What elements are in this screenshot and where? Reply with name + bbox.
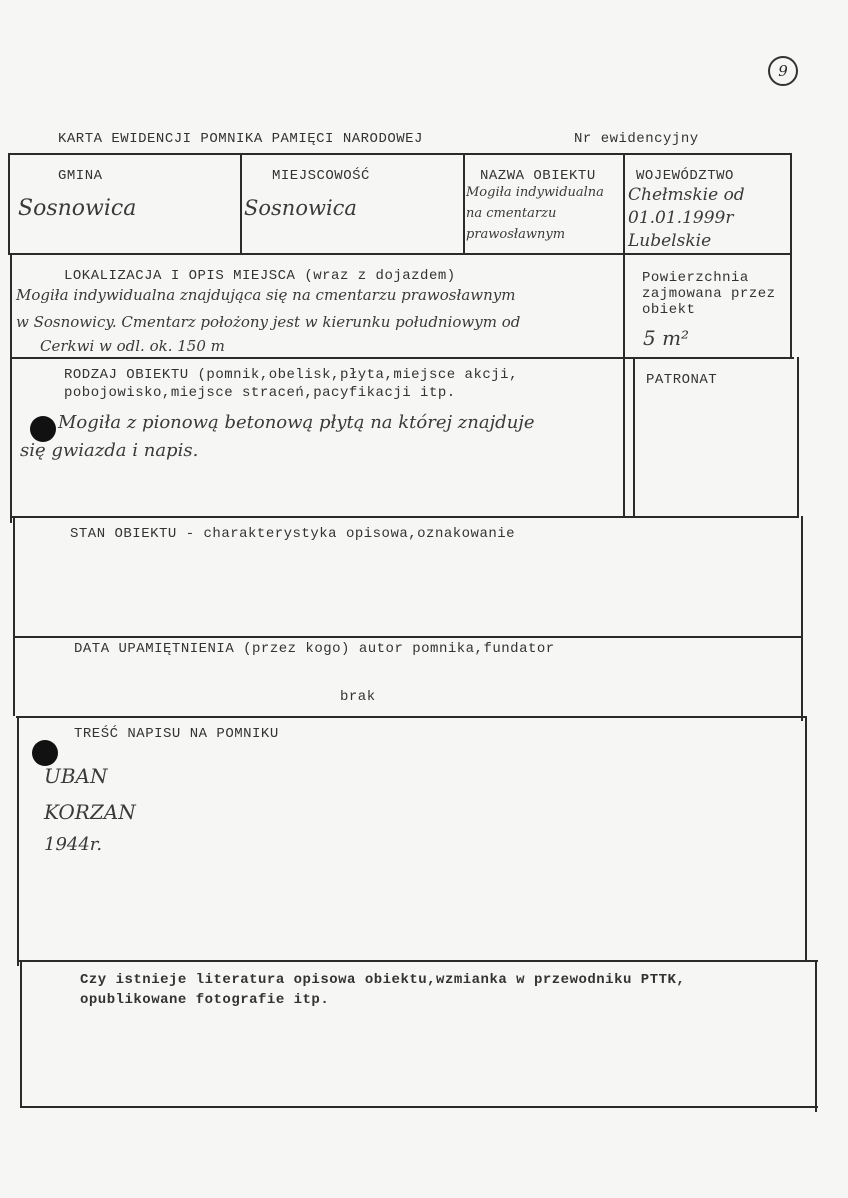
gmina-value: Sosnowica <box>18 196 137 221</box>
rule <box>20 960 22 1106</box>
rule <box>17 716 19 966</box>
literatura-label-1: Czy istnieje literatura opisowa obiektu,wzmianka w przewodniku PTTK, <box>80 972 686 988</box>
wojewodztwo-label: WOJEWÓDZTWO <box>636 168 734 184</box>
rodzaj-line-2: się gwiazda i napis. <box>20 440 199 461</box>
tresc-line-1: UBAN <box>44 764 108 788</box>
wojewodztwo-line-1: Chełmskie od <box>628 185 745 205</box>
miejscowosc-value: Sosnowica <box>244 196 357 220</box>
rule <box>463 153 465 253</box>
rule <box>13 636 803 638</box>
rodzaj-label-1: RODZAJ OBIEKTU (pomnik,obelisk,płyta,miejsce akcji, <box>64 367 518 383</box>
powierzchnia-value: 5 m² <box>643 326 690 350</box>
page-number: 9 <box>768 56 798 86</box>
data-upamietnienia-label: DATA UPAMIĘTNIENIA (przez kogo) autor pomnika,fundator <box>74 641 555 657</box>
rule <box>18 960 818 962</box>
literatura-label-2: opublikowane fotografie itp. <box>80 992 330 1008</box>
rule <box>13 516 15 716</box>
rule <box>8 153 792 155</box>
lokalizacja-line-1: Mogiła indywidualna znajdująca się na cmentarzu prawosławnym <box>16 286 516 304</box>
nazwa-line-1: Mogiła indywidualna <box>466 185 604 200</box>
rule <box>240 153 242 253</box>
registry-number-label: Nr ewidencyjny <box>574 131 699 147</box>
rule <box>10 357 794 359</box>
rule <box>815 960 817 1112</box>
gmina-label: GMINA <box>58 168 103 184</box>
tresc-label: TREŚĆ NAPISU NA POMNIKU <box>74 726 279 742</box>
rule <box>8 253 792 255</box>
rule <box>797 357 799 517</box>
rule <box>633 357 635 517</box>
nazwa-line-3: prawosławnym <box>466 227 566 242</box>
lokalizacja-line-3: Cerkwi w odl. ok. 150 m <box>40 337 225 355</box>
tresc-line-3: 1944r. <box>44 834 103 855</box>
rule <box>623 153 625 518</box>
patronat-label: PATRONAT <box>646 372 718 388</box>
powierzchnia-label-3: obiekt <box>642 302 696 318</box>
tresc-line-2: KORZAN <box>44 800 136 824</box>
data-upamietnienia-value: brak <box>340 689 376 705</box>
powierzchnia-label-2: zajmowana przez <box>642 286 776 302</box>
powierzchnia-label-1: Powierzchnia <box>642 270 749 286</box>
stan-label: STAN OBIEKTU - charakterystyka opisowa,oznakowanie <box>70 526 516 542</box>
rule <box>10 253 12 523</box>
rule <box>801 516 803 721</box>
wojewodztwo-line-2: 01.01.1999r <box>628 208 734 228</box>
rodzaj-label-2: pobojowisko,miejsce straceń,pacyfikacji itp. <box>64 385 456 401</box>
rule <box>20 1106 818 1108</box>
nazwa-line-2: na cmentarzu <box>466 206 557 221</box>
lokalizacja-line-2: w Sosnowicy. Cmentarz położony jest w kierunku południowym od <box>16 313 521 331</box>
punch-hole-icon <box>32 740 58 766</box>
punch-hole-icon <box>30 416 56 442</box>
form-title: KARTA EWIDENCJI POMNIKA PAMIĘCI NARODOWEJ <box>58 131 423 147</box>
rule <box>805 716 807 961</box>
rule <box>16 716 806 718</box>
rule <box>12 516 799 518</box>
rule <box>8 153 10 253</box>
rodzaj-line-1: Mogiła z pionową betonową płytą na której znajduje <box>58 412 535 433</box>
miejscowosc-label: MIEJSCOWOŚĆ <box>272 168 370 184</box>
lokalizacja-label: LOKALIZACJA I OPIS MIEJSCA (wraz z dojazdem) <box>64 268 456 284</box>
wojewodztwo-line-3: Lubelskie <box>628 231 712 251</box>
rule <box>790 153 792 358</box>
nazwa-label: NAZWA OBIEKTU <box>480 168 596 184</box>
